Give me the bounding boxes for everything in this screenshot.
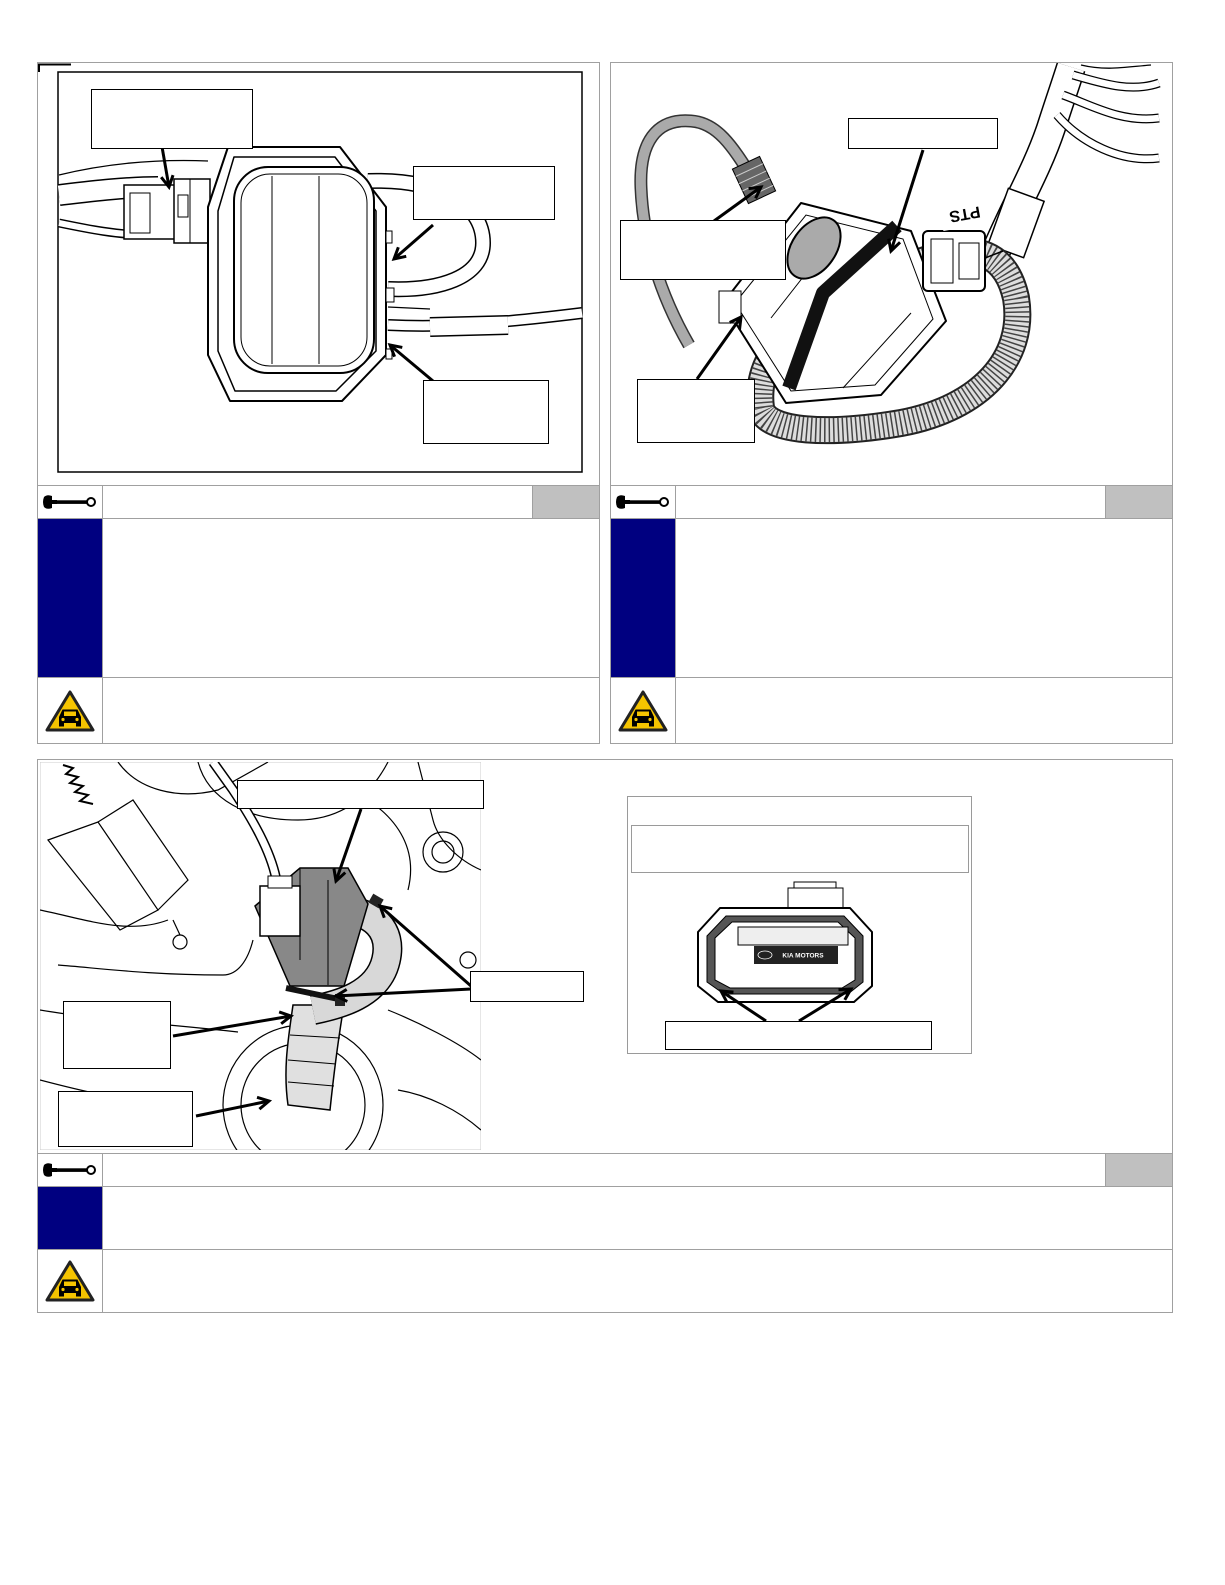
caution-text	[103, 678, 599, 743]
tool-icon-cell	[38, 486, 103, 518]
vehicle-caution-icon	[44, 689, 96, 733]
wrench-icon	[614, 493, 672, 511]
step-marker	[38, 519, 103, 677]
step-panel-1	[37, 62, 600, 744]
step-row	[38, 519, 599, 678]
shift-indicator-module	[208, 147, 394, 401]
tool-time-cell	[532, 486, 599, 518]
tool-time-cell	[1105, 1154, 1172, 1186]
figure-3	[38, 760, 1172, 1154]
callout-box	[848, 118, 998, 149]
step-marker	[611, 519, 676, 677]
tool-row	[38, 486, 599, 519]
inset-title-box	[631, 825, 969, 873]
callout-box	[63, 1001, 171, 1069]
tool-icon-cell	[611, 486, 676, 518]
figure-2	[611, 63, 1172, 486]
corner-mark	[38, 64, 71, 72]
callout-box	[237, 780, 484, 809]
caution-icon-cell	[38, 1250, 103, 1312]
tool-text	[676, 486, 1105, 518]
callout-box	[423, 380, 549, 444]
console-install-illustration	[38, 760, 1172, 1154]
step-marker	[38, 1187, 103, 1249]
tool-icon-cell	[38, 1154, 103, 1186]
caution-row	[611, 678, 1172, 743]
vehicle-caution-icon	[44, 1259, 96, 1303]
caution-row	[38, 1250, 1172, 1312]
step-text	[103, 519, 599, 677]
tool-text	[103, 1154, 1105, 1186]
harness-tag	[939, 199, 990, 231]
step-panel-2	[610, 62, 1173, 744]
step-row	[38, 1187, 1172, 1250]
step-row	[611, 519, 1172, 678]
vehicle-caution-icon	[617, 689, 669, 733]
caution-text	[103, 1250, 1172, 1312]
callout-box	[470, 971, 584, 1002]
step-text	[103, 1187, 1172, 1249]
tool-row	[38, 1154, 1172, 1187]
inset-label-box	[665, 1021, 932, 1050]
caution-text	[676, 678, 1172, 743]
caution-icon-cell	[611, 678, 676, 743]
caution-icon-cell	[38, 678, 103, 743]
brand-logo-text: KIA MOTORS	[782, 952, 824, 960]
callout-box	[413, 166, 555, 220]
tool-time-cell	[1105, 486, 1172, 518]
step-text	[676, 519, 1172, 677]
harness-tag-label: PTS	[947, 202, 982, 225]
tool-text	[103, 486, 532, 518]
callout-box	[91, 89, 253, 149]
callout-box	[637, 379, 755, 443]
step-panel-3	[37, 759, 1173, 1313]
figure-1	[38, 63, 599, 486]
cable-bundle	[988, 65, 1159, 263]
wrench-icon	[41, 1161, 99, 1179]
display-window	[234, 167, 374, 373]
tool-row	[611, 486, 1172, 519]
wrench-icon	[41, 493, 99, 511]
harness-connector	[124, 179, 210, 243]
callout-box	[58, 1091, 193, 1147]
callout-box	[620, 220, 786, 280]
wiring-connector	[260, 886, 300, 936]
caution-row	[38, 678, 599, 743]
